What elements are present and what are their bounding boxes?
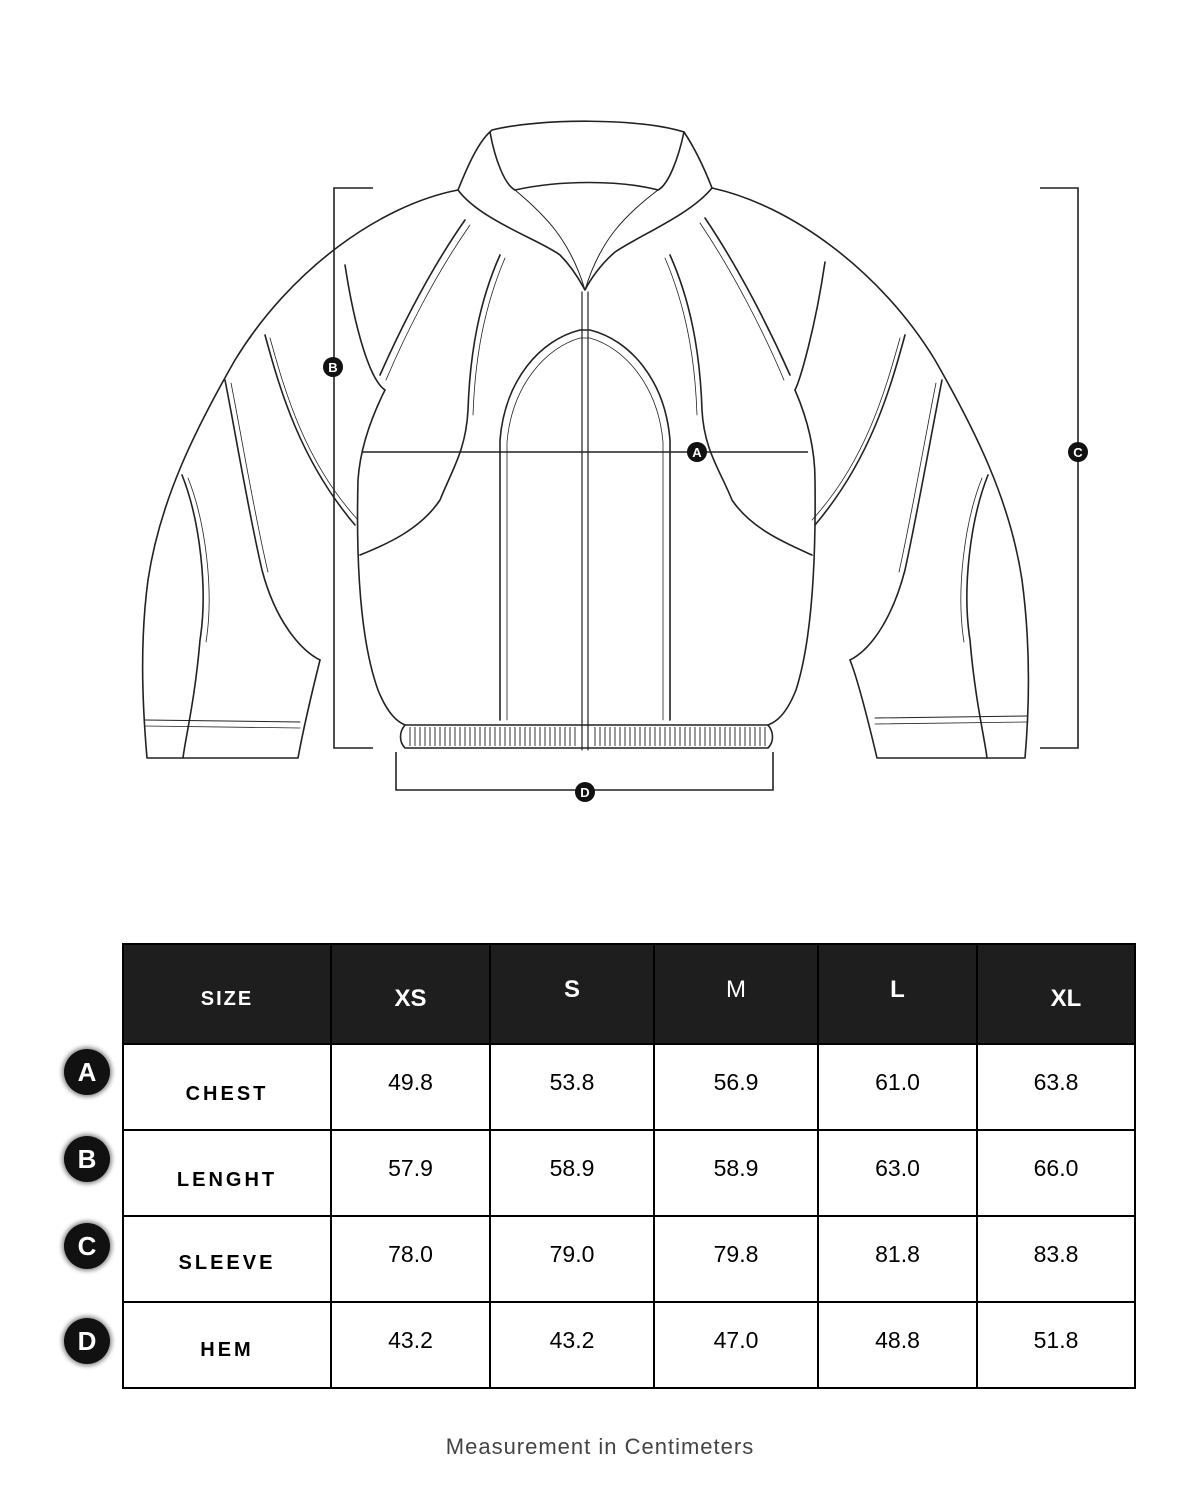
svg-text:C: C bbox=[1073, 445, 1083, 460]
table-row bbox=[123, 1216, 1135, 1302]
header-l: L bbox=[818, 944, 977, 1044]
measurement-note: Measurement in Centimeters bbox=[445, 1434, 755, 1459]
row-badge-c: C bbox=[64, 1223, 110, 1269]
svg-text:B: B bbox=[328, 360, 338, 375]
header-xs: XS bbox=[331, 944, 490, 1044]
cell-value: 43.2 bbox=[490, 1302, 654, 1388]
table-row bbox=[123, 1044, 1135, 1130]
table-row bbox=[123, 1302, 1135, 1388]
cell-value: 79.8 bbox=[654, 1216, 818, 1302]
cell-value: 66.0 bbox=[977, 1130, 1135, 1216]
cell-value: 51.8 bbox=[977, 1302, 1135, 1388]
svg-text:D: D bbox=[580, 785, 590, 800]
header-s: S bbox=[490, 944, 654, 1044]
row-badge-d: D bbox=[64, 1318, 110, 1364]
cell-value: 53.8 bbox=[490, 1044, 654, 1130]
cell-value: 81.8 bbox=[818, 1216, 977, 1302]
marker-a bbox=[687, 442, 707, 462]
row-label-hem: HEM bbox=[123, 1302, 331, 1388]
cell-value: 43.2 bbox=[331, 1302, 490, 1388]
sleeve-bracket bbox=[1040, 188, 1078, 748]
cell-value: 58.9 bbox=[490, 1130, 654, 1216]
row-label-chest: CHEST bbox=[123, 1044, 331, 1130]
jacket-outline bbox=[143, 121, 1029, 758]
row-badge-a: A bbox=[64, 1049, 110, 1095]
row-label-sleeve: SLEEVE bbox=[123, 1216, 331, 1302]
header-xl: XL bbox=[977, 944, 1135, 1044]
cell-value: 79.0 bbox=[490, 1216, 654, 1302]
size-table bbox=[122, 943, 1136, 1389]
row-badge-b: B bbox=[64, 1136, 110, 1182]
header-m: M bbox=[654, 944, 818, 1044]
cell-value: 63.0 bbox=[818, 1130, 977, 1216]
measure-lines bbox=[334, 188, 1078, 790]
cell-value: 57.9 bbox=[331, 1130, 490, 1216]
cell-value: 83.8 bbox=[977, 1216, 1135, 1302]
cell-value: 61.0 bbox=[818, 1044, 977, 1130]
cell-value: 49.8 bbox=[331, 1044, 490, 1130]
length-bracket bbox=[334, 188, 373, 748]
svg-text:A: A bbox=[692, 445, 702, 460]
header-size: SIZE bbox=[123, 944, 331, 1044]
table-header-row bbox=[123, 944, 1135, 1044]
row-label-length: LENGHT bbox=[123, 1130, 331, 1216]
marker-c bbox=[1068, 442, 1088, 462]
cell-value: 78.0 bbox=[331, 1216, 490, 1302]
marker-b bbox=[323, 357, 343, 377]
table-row bbox=[123, 1130, 1135, 1216]
cell-value: 58.9 bbox=[654, 1130, 818, 1216]
marker-d bbox=[575, 782, 595, 802]
cell-value: 47.0 bbox=[654, 1302, 818, 1388]
cell-value: 63.8 bbox=[977, 1044, 1135, 1130]
cell-value: 48.8 bbox=[818, 1302, 977, 1388]
cell-value: 56.9 bbox=[654, 1044, 818, 1130]
